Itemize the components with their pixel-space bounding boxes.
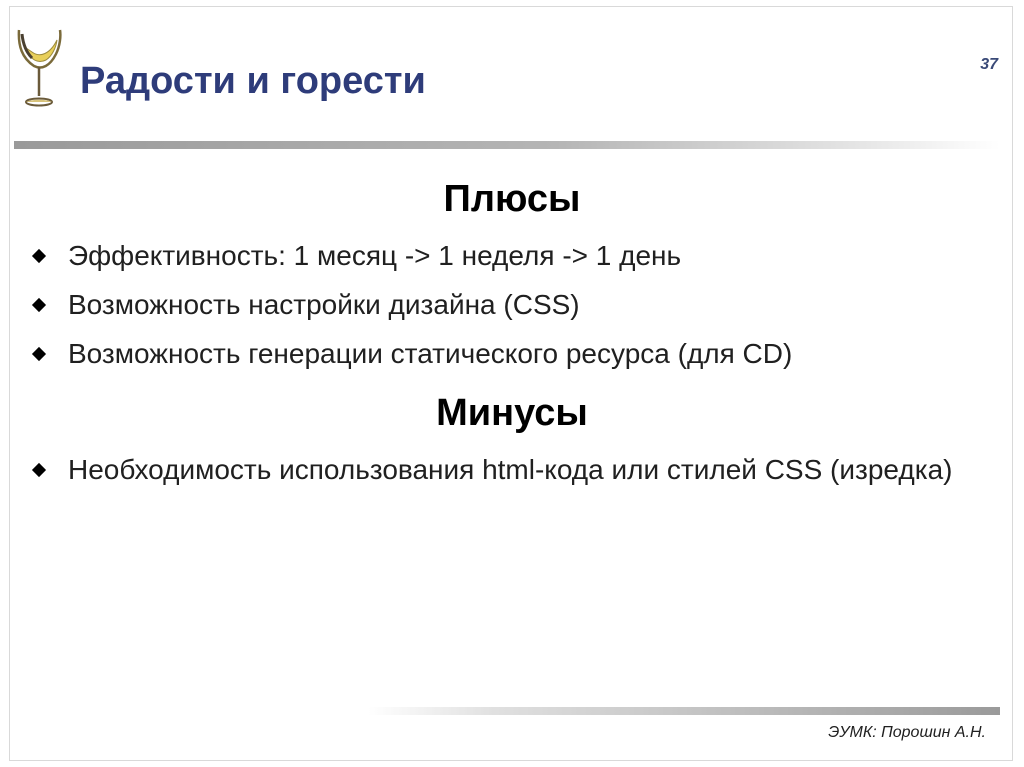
page-number: 37 <box>980 56 998 73</box>
slide-title: Радости и горести <box>80 60 426 102</box>
list-item-text: Необходимость использования html-кода или стилей CSS (изредка) <box>68 454 953 485</box>
title-divider <box>14 141 1000 149</box>
list-item <box>30 285 1005 325</box>
list-item <box>30 334 1005 374</box>
list-item-text: Возможность настройки дизайна (CSS) <box>68 289 580 320</box>
list-item <box>30 450 1005 490</box>
footer-divider <box>368 707 1000 715</box>
bullet-diamond-icon <box>32 298 46 312</box>
list-item-text: Возможность генерации статического ресурса (для CD) <box>68 338 793 369</box>
list-item-text: Эффективность: 1 месяц -> 1 неделя -> 1 день <box>68 240 682 271</box>
bullet-diamond-icon <box>32 463 46 477</box>
bullet-diamond-icon <box>32 347 46 361</box>
pros-heading: Плюсы <box>443 178 581 220</box>
wine-glass-icon <box>16 28 62 110</box>
cons-heading: Минусы <box>436 392 588 434</box>
footer-author: ЭУМК: Порошин А.Н. <box>828 724 986 741</box>
bullet-diamond-icon <box>32 249 46 263</box>
list-item <box>30 236 1005 276</box>
slide-frame <box>9 6 1013 761</box>
